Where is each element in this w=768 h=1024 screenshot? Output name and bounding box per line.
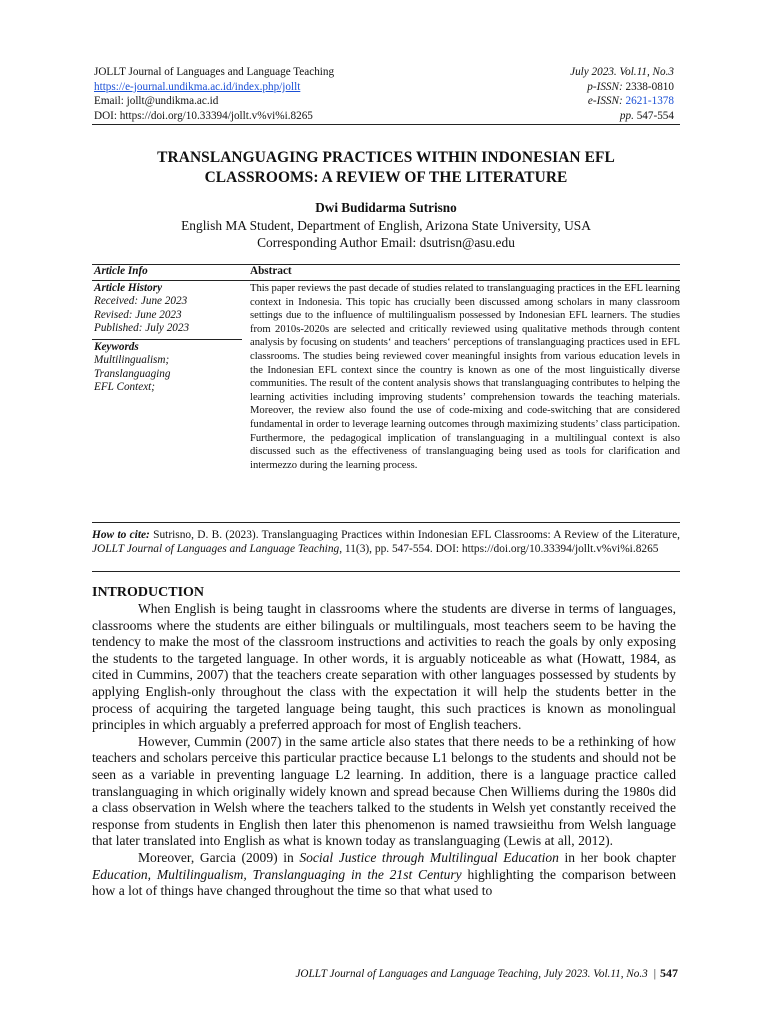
title-line-1: TRANSLANGUAGING PRACTICES WITHIN INDONESIAN EFL [157, 149, 615, 166]
journal-doi: DOI: https://doi.org/10.33394/jollt.v%vi%i.8265 [94, 109, 313, 122]
keywords-block [94, 341, 242, 395]
keyword-item: Multilingualism; [94, 354, 170, 367]
revised-date: Revised: June 2023 [94, 308, 182, 321]
title-line-2: CLASSROOMS: A REVIEW OF THE LITERATURE [204, 169, 568, 186]
p-issn-label: p-ISSN: [587, 80, 623, 93]
journal-email: Email: jollt@undikma.ac.id [94, 95, 219, 108]
cite-rule [92, 571, 680, 572]
cite-label: How to cite: [92, 529, 150, 541]
e-issn: 2621-1378 [625, 95, 674, 108]
pages: 547-554 [636, 109, 674, 122]
how-to-cite [92, 528, 680, 556]
affiliation-line: English MA Student, Department of English, Arizona State University, USA [181, 218, 591, 233]
e-issn-label: e-ISSN: [587, 95, 623, 108]
keywords-heading: Keywords [94, 341, 139, 353]
abstract-heading: Abstract [250, 265, 292, 277]
p-issn: 2338-0810 [625, 80, 674, 93]
article-info-heading: Article Info [94, 265, 148, 277]
keyword-item: Translanguaging [94, 367, 171, 380]
abstract-text: This paper reviews the past decade of studies related to translanguaging practices in the EFL learning context in Indonesia. This topic has crucially been discussed among scholars in many classroom settings due to the influence of multilingualism possessed by Indonesian EFL learners. The studies from 2010s-2020s are selected and critically reviewed using qualitative methods through content analysis by focusing on students‘ and teachers‘ perceptions of translanguaging practices used in EFL classrooms. The studies being reviewed cover meaningful insights from various education levels in the Indonesian EFL context since the country is known as one of the most linguistically diverse communities. The result of the content analysis shows that translanguaging contributes to helping the learning activities including improving students’ comprehension towards the teaching materials. Moreover, the review also found the use of code-mixing and code-switching that are considered fundamental in order to leverage learning outcomes through maximizing students’ class participation. Furthermore, the pedagogical implication of translanguaging in a multilingual context is also discussed such as the effectiveness of translanguaging being used as tools for clarification and intermezzo during the learning process. [250, 283, 680, 471]
cite-text-a: Sutrisno, D. B. (2023). Translanguaging Practices within Indonesian EFL Classrooms: A Review of the Literature, [153, 529, 680, 541]
journal-name: JOLLT Journal of Languages and Language Teaching [94, 66, 335, 78]
table-header-rule [92, 280, 680, 281]
page-footer [295, 966, 678, 981]
paragraph: Moreover, Garcia (2009) in Social Justice through Multilingual Education in her book chapter Education, Multilingualism, Translanguaging in the 21st Century highlighting the comparison between how a lot of things have changed throughout the time so that what used to [92, 849, 676, 899]
table-bottom-rule [92, 522, 680, 523]
received-date: Received: June 2023 [94, 295, 188, 308]
pages-label: pp. [619, 109, 634, 122]
keyword-item: EFL Context; [94, 381, 156, 394]
author-affiliation [92, 217, 680, 251]
author-name: Dwi Budidarma Sutrisno [315, 200, 457, 215]
cite-text-b: , 11(3), pp. 547-554. DOI: https://doi.org/10.33394/jollt.v%vi%i.8265 [339, 543, 659, 555]
header-right [570, 65, 674, 123]
paragraph: When English is being taught in classrooms where the students are diverse in terms of languages, classrooms where the students are either bilinguals or multilinguals, most teachers seem to be having the tendency to make the most of the classroom instructions and activities to reach the goals by only exposing the students to the targeted language. In other words, it is arguably noticeable as what (Howatt, 1984, as cited in Cummins, 2007) that the teachers create separation with other languages possessed by students by applying English-only throughout the class with the expectation it will help the students better in the process of acquiring the targeted language being taught, this such practices is known as monolingual principles in which arguably a preferred approach for most of English teachers. [92, 601, 676, 733]
footer-separator: | [653, 968, 656, 980]
introduction-body [92, 601, 676, 900]
corresponding-email: Corresponding Author Email: dsutrisn@asu.edu [257, 235, 515, 250]
history-rule [92, 339, 242, 340]
section-heading-introduction: INTRODUCTION [92, 585, 205, 600]
page-number: 547 [660, 966, 678, 980]
paper-title [92, 148, 680, 188]
cite-journal: JOLLT Journal of Languages and Language Teaching [92, 543, 340, 555]
header-rule [92, 124, 680, 125]
journal-url-link[interactable]: https://e-journal.undikma.ac.id/index.php/jollt [94, 80, 301, 93]
issue-info: July 2023. Vol.11, No.3 [570, 66, 674, 78]
history-heading: Article History [94, 282, 163, 294]
published-date: Published: July 2023 [94, 322, 190, 335]
paragraph: However, Cummin (2007) in the same article also states that there needs to be a rethinking of how teachers and scholars perceive this particular practice because L1 belongs to the students and should not be seen as a variable in preventing language L2 learning. In addition, there is a language practice called translanguaging in which originally widely known and spread because Chen Williems during the 1980s did a class observation in Welsh where the teachers talked to the students in Welsh yet constantly received the response from students in English then later this phenomenon is named trawsieithu from Welsh language that later translated into English as what is known today as translanguaging (Lewis at all, 2012). [92, 733, 676, 849]
article-history [94, 282, 242, 336]
footer-journal: JOLLT Journal of Languages and Language Teaching, July 2023. Vol.11, No.3 [295, 968, 648, 980]
header-left [94, 65, 334, 123]
